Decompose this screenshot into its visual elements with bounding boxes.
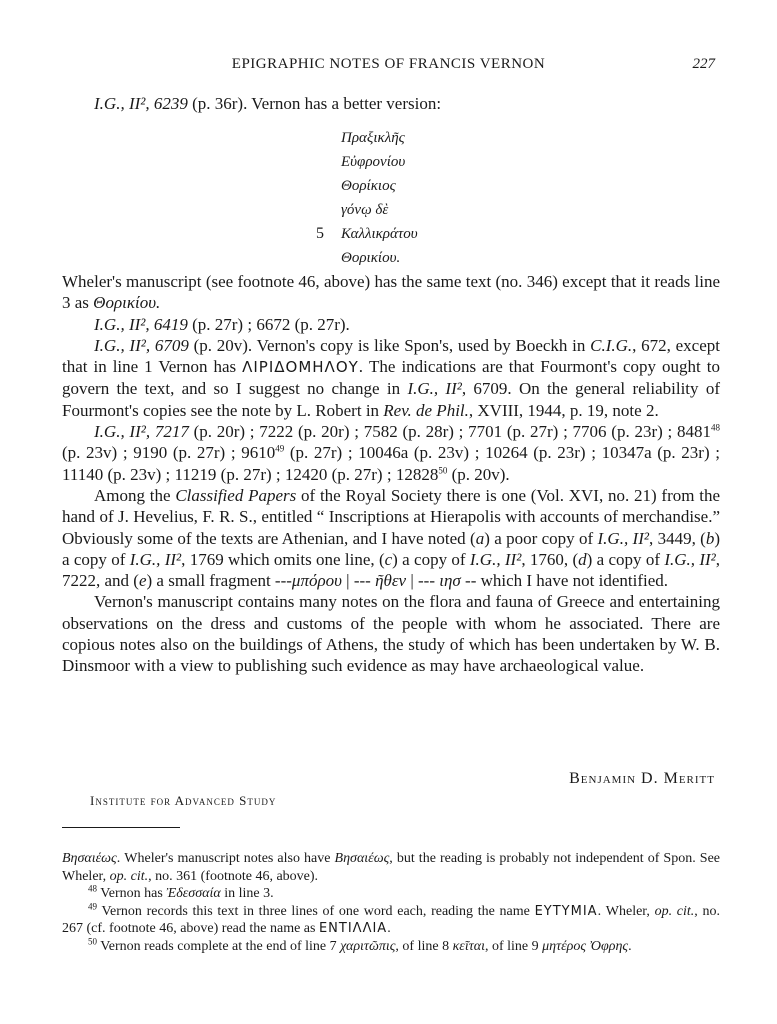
ig-reference: I.G., II²: [129, 549, 182, 569]
text: . The indications are that Fourmont's copy ought to govern the text, and so I suggest no change in: [62, 357, 720, 399]
text: Vernon records this text in three lines of one word each, reading the name: [97, 903, 535, 919]
footnote-number: 48: [88, 883, 97, 894]
text: , no. 267 (cf. footnote 46, above) read the name as: [62, 903, 720, 937]
footnote-continued: [62, 850, 720, 885]
line-text: Εὐφρονίου: [341, 154, 406, 170]
text: Vernon reads complete at the end of line 7: [97, 938, 341, 954]
inscription-line: [310, 222, 418, 246]
cig-reference: C.I.G.: [590, 335, 633, 355]
ig-reference: I.G., II²: [597, 528, 649, 548]
text: (p. 23v) ; 9190 (p. 27r) ; 9610: [62, 443, 276, 463]
list-letter: e: [138, 571, 147, 591]
text: of the Royal Society there is one (Vol. XVI, no. 21) from the hand of J. Hevelius, F. R. S., entitled “ Inscriptions at Hierapolis with accounts of merchandise.” Obviously some of the texts are Athenian, and I have noted (: [62, 485, 720, 548]
paragraph-classified-papers: [62, 485, 720, 591]
epigraphic-text: ΕΝΤΙΛΛΙΑ: [318, 921, 388, 937]
text: | ---: [406, 571, 440, 591]
inscription-line: [310, 174, 418, 198]
text: , of line 9: [484, 938, 543, 954]
text: (p. 20v). Vernon's copy is like Spon's, used by Boeckh in: [188, 335, 591, 355]
text: ) a copy of: [392, 549, 470, 569]
text: -- which I have not identified.: [460, 571, 669, 591]
line-text: Καλλικράτου: [341, 226, 418, 242]
text: , 672, except that in line 1 Vernon has: [62, 335, 720, 377]
main-text: [62, 271, 720, 677]
title: Classified Papers: [175, 485, 297, 505]
text: Vernon has: [97, 886, 167, 902]
author-signature: Benjamin D. Meritt: [569, 770, 715, 787]
ig-reference: I.G., II²: [407, 379, 462, 399]
text: . Wheler,: [597, 903, 655, 919]
op-cit: op. cit.: [109, 868, 149, 884]
greek-inscription: [310, 126, 418, 270]
text: , but the reading is probably not independent of Spon. See Wheler,: [62, 851, 720, 884]
greek-word: Βησαιέως: [62, 851, 117, 866]
text: (p. 20r) ; 7222 (p. 20r) ; 7582 (p. 28r) ; 7701 (p. 27r) ; 7706 (p. 23r) ; 8481: [188, 422, 711, 442]
paragraph-wheler: [62, 271, 720, 314]
inscription-line: [310, 150, 418, 174]
text: , 7222, and (: [62, 549, 721, 591]
lead-text: (p. 36r). Vernon has a better version:: [187, 94, 442, 113]
footnote-ref: 50: [438, 465, 448, 476]
text: .: [628, 938, 632, 954]
greek-word: ῆθεν: [375, 571, 407, 591]
line-text: Θορικίου.: [341, 250, 401, 266]
text: (p. 27r) ; 10046a (p. 23v) ; 10264 (p. 23r) ; 10347a (p. 23r) ; 11140 (p. 23v) ; 11219 (p. 27r) ; 12420 (p. 27r) ; 12828: [62, 443, 720, 484]
line-text: γόνῳ δὲ: [341, 202, 389, 218]
running-header: [62, 56, 715, 78]
footnote-number: 49: [88, 901, 97, 912]
text: ) a copy of: [586, 549, 665, 569]
op-cit: op. cit.: [654, 903, 695, 919]
text: ) a small fragment ---: [146, 571, 292, 591]
text: ) a poor copy of: [484, 528, 598, 548]
paragraph-ig-6709: [62, 335, 720, 421]
footnote-divider: [62, 827, 180, 828]
footnote-number: 50: [88, 936, 97, 947]
inscription-line: [310, 126, 418, 150]
inscription-line: [310, 246, 418, 270]
greek-word: κεῖται: [452, 938, 485, 954]
line-text: Πραξικλῆς: [341, 130, 405, 146]
paragraph-ig-6419: [62, 314, 720, 335]
page-number: 227: [692, 56, 715, 72]
greek-word: Βησαιέως: [334, 851, 390, 866]
greek-word: χαριτῶπις: [340, 938, 396, 954]
footnote-49: [62, 903, 720, 938]
ig-reference: I.G., II²: [664, 549, 716, 569]
text: . Wheler's manuscript notes also have: [116, 851, 335, 866]
greek-word: ιησ: [439, 571, 461, 591]
greek-word: Ἐδεσσαία: [166, 886, 221, 902]
footnote-50: [62, 938, 720, 956]
text: | ---: [341, 571, 376, 591]
inscription-line: [310, 198, 418, 222]
lead-line: [94, 94, 441, 114]
greek-word: μητέρος Ὀφρης: [542, 938, 629, 954]
line-number: 5: [316, 225, 324, 242]
text: , 1760, (: [521, 549, 579, 569]
text: , XVIII, 1944, p. 19, note 2.: [468, 400, 659, 420]
text: .: [387, 921, 391, 937]
ig-reference: I.G., II², 6239: [94, 94, 188, 113]
greek-word: Θορικίου.: [93, 293, 161, 313]
footnotes: [62, 850, 720, 956]
list-letter: d: [578, 549, 587, 569]
text: (p. 27r) ; 6672 (p. 27r).: [187, 314, 350, 334]
paragraph-ig-7217: [62, 421, 720, 485]
footnote-48: [62, 885, 720, 903]
text: (p. 20v).: [447, 464, 510, 484]
ig-reference: I.G., II², 6419: [94, 314, 188, 334]
paragraph-flora-fauna: Vernon's manuscript contains many notes on the flora and fauna of Greece and entertaining observations on the dress and customs of the people with whom he associated. There are copious notes also on the buildings of Athens, the study of which has been undertaken by W. B. Dinsmoor with a view to publishing such evidence as may have archaeological value.: [62, 592, 720, 676]
footnote-ref: 48: [711, 422, 720, 433]
text: Wheler's manuscript (see footnote 46, above) has the same text (no. 346) except that it reads line 3 as: [62, 272, 720, 313]
running-title: EPIGRAPHIC NOTES OF FRANCIS VERNON: [231, 56, 546, 72]
line-text: Θορίκιος: [341, 178, 396, 194]
greek-word: μπόρου: [291, 571, 342, 591]
list-letter: c: [384, 549, 393, 569]
text: , 1769 which omits one line, (: [181, 549, 385, 569]
journal-title: Rev. de Phil.: [383, 400, 469, 420]
text: ) a copy of: [62, 528, 720, 569]
text: in line 3.: [220, 886, 274, 902]
epigraphic-text: ΕΥΤΥΜΙΑ: [534, 903, 598, 919]
epigraphic-text: ΛΙΡΙΔΟΜΗΛΟΥ: [242, 358, 359, 377]
ig-reference: I.G., II²: [469, 549, 522, 569]
text: , of line 8: [395, 938, 453, 954]
text: , 6709. On the general reliability of Fourmont's copies see the note by L. Robert in: [62, 379, 720, 420]
ig-reference: I.G., II², 6709: [94, 335, 189, 355]
text: , 3449, (: [648, 528, 706, 548]
ig-reference: I.G., II², 7217: [94, 422, 189, 442]
text: , no. 361 (footnote 46, above).: [148, 868, 319, 884]
list-letter: a: [475, 528, 485, 548]
footnote-ref: 49: [275, 443, 285, 454]
list-letter: b: [705, 528, 715, 548]
text: Among the: [94, 485, 176, 505]
author-affiliation: Institute for Advanced Study: [90, 793, 277, 808]
